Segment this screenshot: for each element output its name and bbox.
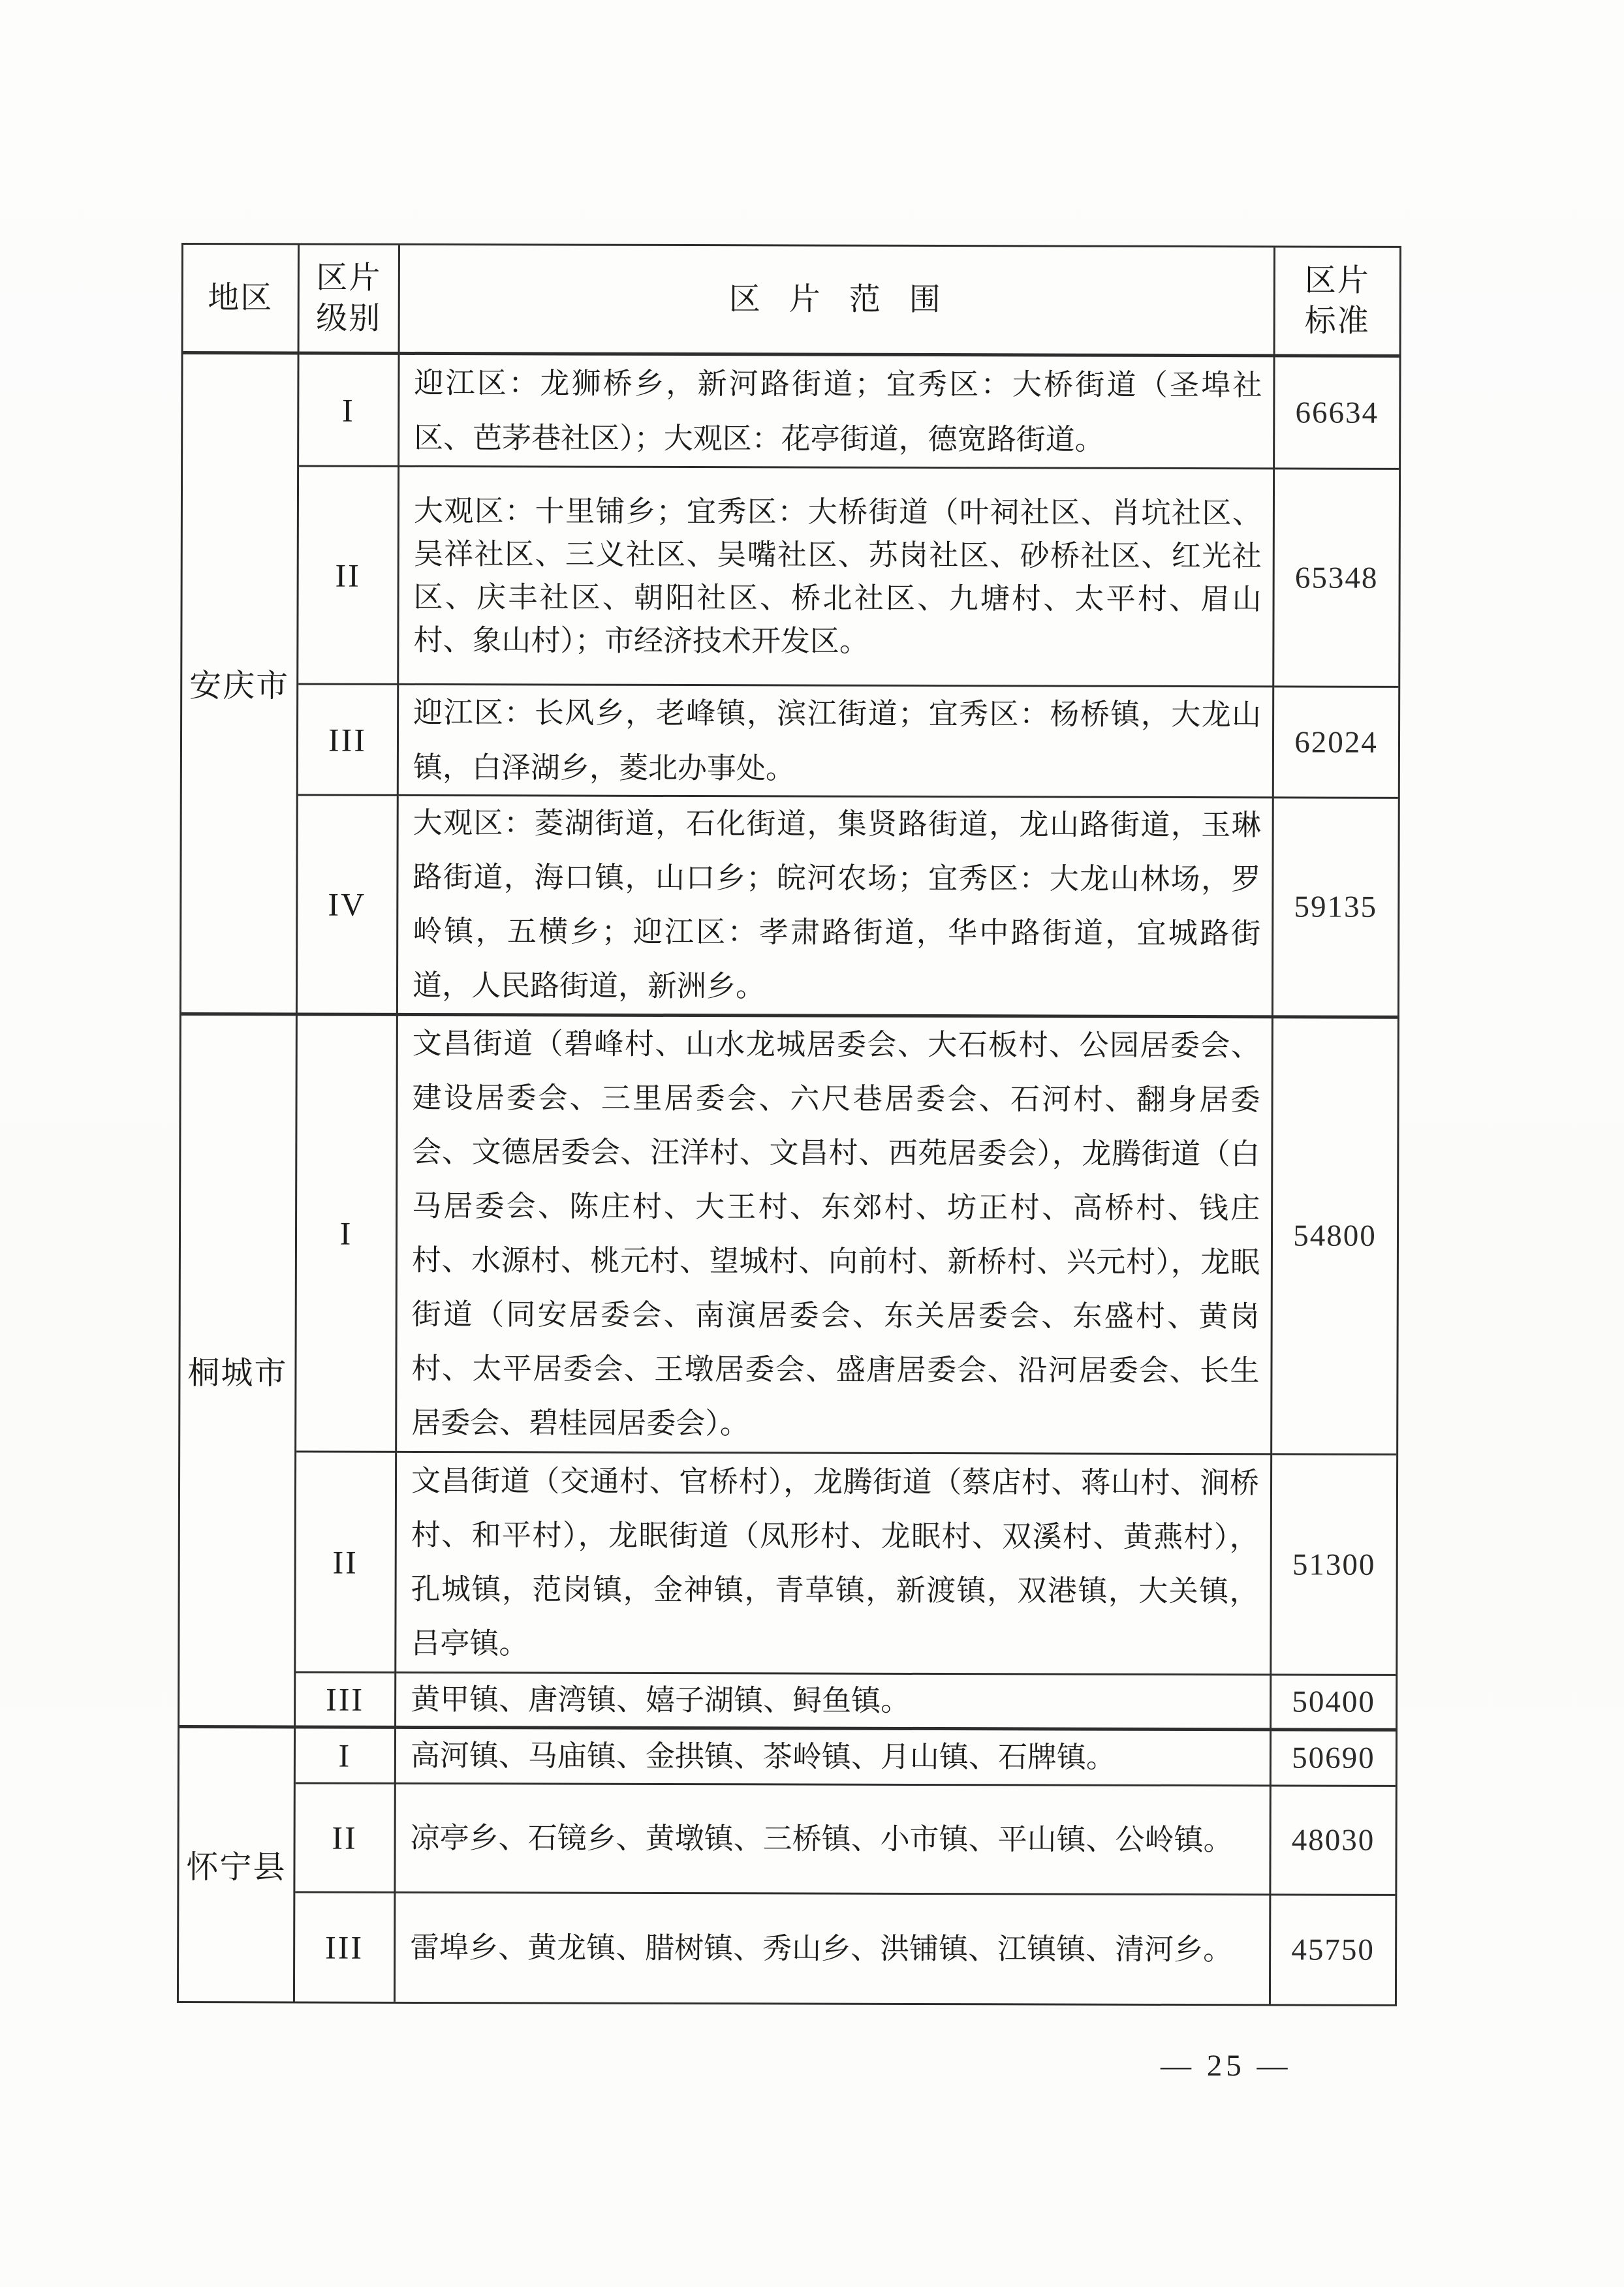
standard-cell: 45750 <box>1291 1933 1375 1967</box>
scope-cell: 凉亭乡、石镜乡、黄墩镇、三桥镇、小市镇、平山镇、公岭镇。 <box>396 1784 1271 1896</box>
standard-cell: 59135 <box>1273 798 1398 1018</box>
level-cell: II <box>295 1784 396 1893</box>
scope-cell: 高河镇、马庙镇、金拱镇、茶岭镇、月山镇、石牌镇。 <box>396 1729 1272 1787</box>
scope-cell: 迎江区：长风乡，老峰镇，滨江街道；宜秀区：杨桥镇，大龙山镇，白泽湖乡，菱北办事处。 <box>399 685 1274 799</box>
scope-cell: 黄甲镇、唐湾镇、嬉子湖镇、鲟鱼镇。 <box>396 1673 1272 1732</box>
region-cell-tongcheng: 桐城市 <box>180 1016 298 1728</box>
level-cell: III <box>295 1893 396 2001</box>
standard-cell: 51300 <box>1272 1455 1396 1675</box>
level-cell: I <box>299 354 399 467</box>
page-number: — 25 — <box>1161 2049 1292 2083</box>
level-cell: I <box>296 1728 396 1784</box>
level-cell: II <box>296 1452 397 1673</box>
level-cell: III <box>298 685 399 796</box>
level-cell: II <box>298 467 399 685</box>
standard-cell: 66634 <box>1275 357 1399 469</box>
scope-cell: 文昌街道（交通村、官桥村），龙腾街道（蔡店村、蒋山村、涧桥村、和平村），龙眠街道（凤形村、龙眠村、双溪村、黄燕村），孔城镇，范岗镇，金神镇，青草镇，新渡镇，双港镇，大关镇，吕亭镇。 <box>396 1453 1272 1676</box>
level-cell: IV <box>298 796 399 1016</box>
scope-cell: 文昌街道（碧峰村、山水龙城居委会、大石板村、公园居委会、建设居委会、三里居委会、六尺巷居委会、石河村、翻身居委会、文德居委会、汪洋村、文昌村、西苑居委会），龙腾街道（白马居委会、陈庄村、大王村、东郊村、坊正村、高桥村、钱庄村、水源村、桃元村、望城村、向前村、新桥村、兴元村），龙眠街道（同安居委会、南演居委会、东关居委会、东盛村、黄岗村、太平居委会、王墩居委会、盛唐居委会、沿河居委会、长生居委会、碧桂园居委会）。 <box>397 1016 1273 1455</box>
header-standard <box>1275 247 1399 357</box>
header-scope <box>400 245 1275 358</box>
scope-cell: 迎江区：龙狮桥乡，新河路街道；宜秀区：大桥街道（圣埠社区、芭茅巷社区）；大观区：花亭街道，德宽路街道。 <box>399 355 1275 470</box>
standard-cell: 54800 <box>1272 1018 1398 1455</box>
standard-cell: 50400 <box>1272 1675 1396 1731</box>
region-cell-huaining: 怀宁县 <box>179 1728 296 2001</box>
scope-cell: 大观区：十里铺乡；宜秀区：大桥街道（叶祠社区、肖坑社区、吴祥社区、三义社区、吴嘴社区、苏岗社区、砂桥社区、红光社区、庆丰社区、朝阳社区、桥北社区、九塘村、太平村、眉山村、象山村）；市经济技术开发区。 <box>399 467 1275 688</box>
header-level <box>300 245 400 354</box>
region-cell-anqing: 安庆市 <box>181 354 300 1016</box>
scope-cell: 大观区：菱湖街道，石化街道，集贤路街道，龙山路街道，玉琳路街道，海口镇，山口乡；皖河农场；宜秀区：大龙山林场，罗岭镇，五横乡；迎江区：孝肃路街道，华中路街道，宜城路街道，人民路街道，新洲乡。 <box>398 796 1274 1019</box>
header-standard-label: 区片 标准 <box>1304 263 1370 339</box>
header-level-label: 区片 级别 <box>316 260 382 336</box>
level-cell: I <box>296 1016 398 1452</box>
standard-cell: 48030 <box>1271 1786 1395 1895</box>
header-region-label: 地区 <box>208 280 273 315</box>
standard-cell: 65348 <box>1274 469 1399 687</box>
zone-standard-table <box>177 243 1401 2006</box>
standard-cell: 62024 <box>1274 687 1398 798</box>
header-scope-label: 区 片 范 围 <box>728 281 945 317</box>
standard-cell: 50690 <box>1272 1731 1396 1786</box>
level-cell: III <box>296 1673 396 1728</box>
scope-cell: 雷埠乡、黄龙镇、腊树镇、秀山乡、洪铺镇、江镇镇、清河乡。 <box>396 1893 1271 2004</box>
header-region <box>183 245 300 354</box>
